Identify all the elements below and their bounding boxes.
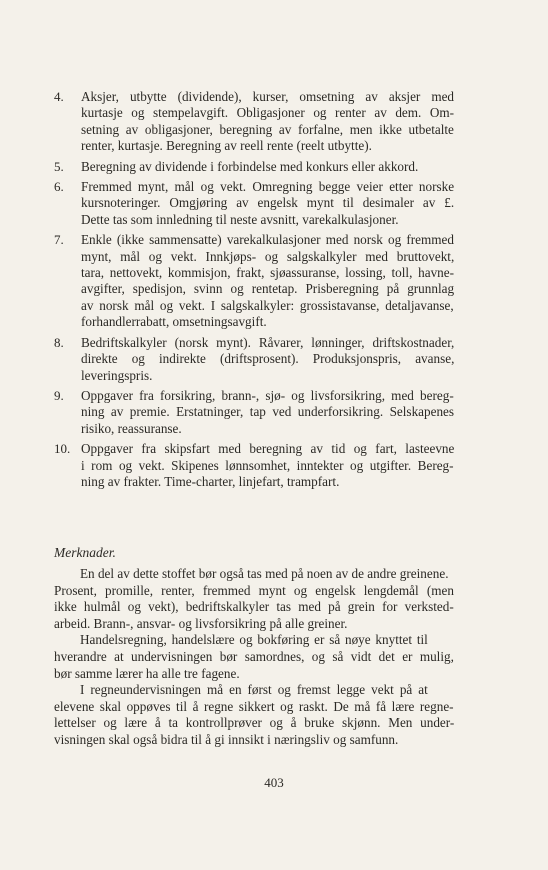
text-line: kurtasje og stempelavgift. Obligasjoner og renter av dem. Om- <box>81 105 455 121</box>
list-item-text <box>81 388 454 437</box>
list-item-number: 5. <box>54 158 64 174</box>
list-item-number: 7. <box>54 232 64 248</box>
list-item-number: 4. <box>54 89 64 104</box>
text-line: i rom og vekt. Skipenes lønnsomhet, inntekter og utgifter. Bereg- <box>81 457 454 473</box>
text-line: setning av obligasjoner, beregning av forfalne, men ikke utbetalte <box>81 121 454 137</box>
note-paragraph <box>54 632 454 682</box>
text-line: Aksjer, utbytte (dividende), kurser, omsetning av aksjer med <box>81 89 455 104</box>
list-item <box>54 388 454 437</box>
text-line: forhandlerrabatt, omsetningsavgift. <box>81 314 267 330</box>
text-line: bør samme lærer ha alle tre fagene. <box>54 665 240 681</box>
list-item <box>54 159 454 175</box>
text-line: kursnoteringer. Omgjøring av engelsk mynt til desimaler av £. <box>81 195 455 211</box>
text-line: elevene skal oppøves til å regne sikkert og raskt. De må få lære regne- <box>54 698 454 714</box>
list-item-text <box>81 441 454 490</box>
notes-section <box>54 566 454 749</box>
text-line: avgifter, spedisjon, svinn og rentetap. Prisberegning på grunnlag <box>81 281 455 297</box>
list-item-text <box>81 335 454 384</box>
list-item-number: 10. <box>54 441 71 457</box>
list-item-text <box>81 179 454 228</box>
text-line: Prosent, promille, renter, fremmed mynt og engelsk lengdemål (men <box>54 582 454 598</box>
text-line: ikke hulmål og vekt), bedriftskalkyler tas med på grein for verksted- <box>54 599 454 615</box>
text-line: ning av frakter. Time-charter, linjefart, trampfart. <box>81 473 340 489</box>
list-item-number: 6. <box>54 179 64 195</box>
text-line: Bedriftskalkyler (norsk mynt). Råvarer, lønninger, driftskostnader, <box>81 334 455 350</box>
text-line: Handelsregning, handelslære og bokføring er så nøye knyttet til <box>80 632 428 648</box>
text-line: En del av dette stoffet bør også tas med på noen av de andre greinene. <box>80 566 449 581</box>
text-line: Enkle (ikke sammensatte) varekalkulasjoner med norsk og fremmed <box>81 232 454 248</box>
list-item <box>54 89 454 155</box>
notes-heading: Merknader. <box>54 545 116 560</box>
note-paragraph <box>54 566 454 632</box>
note-paragraph <box>54 682 454 748</box>
text-line: Dette tas som innledning til neste avsnitt, varekalkulasjoner. <box>81 211 399 227</box>
text-line: Oppgaver fra skipsfart med beregning av tid og fart, lasteevne <box>81 441 455 457</box>
text-line: leveringspris. <box>81 367 153 383</box>
list-item <box>54 441 454 490</box>
text-line: mynt, mål og vekt. Innkjøps- og salgskalkyler med bruttovekt, <box>81 248 455 264</box>
text-line: visningen skal også bidra til å gi innsikt i næringsliv og samfunn. <box>54 731 399 747</box>
list-item-text <box>81 232 454 330</box>
list-item <box>54 335 454 384</box>
text-line: Fremmed mynt, mål og vekt. Omregning begge veier etter norske <box>81 179 455 195</box>
text-line: I regneundervisningen må en først og fremst legge vekt på at <box>80 682 428 698</box>
text-line: hverandre at undervisningen bør samordnes, og så vidt det er mulig, <box>54 648 454 664</box>
list-item-number: 8. <box>54 334 64 350</box>
text-line: ning av premie. Erstatninger, tap ved underforsikring. Selskapenes <box>81 404 455 420</box>
list-item-number: 9. <box>54 387 64 403</box>
list-item <box>54 179 454 228</box>
list-item-text <box>81 159 454 175</box>
text-line: arbeid. Brann-, ansvar- og livsforsikring på alle greiner. <box>54 615 348 631</box>
list-item <box>54 232 454 330</box>
text-line: Beregning av dividende i forbindelse med konkurs eller akkord. <box>81 158 419 174</box>
text-line: tara, nettovekt, kommisjon, frakt, sjøassuranse, lossing, toll, havne- <box>81 265 454 281</box>
text-line: risiko, reassuranse. <box>81 420 182 436</box>
list-item-text <box>81 89 454 155</box>
text-line: direkte og indirekte (driftsprosent). Produksjonspris, avanse, <box>81 351 455 367</box>
page-number: 403 <box>264 775 284 790</box>
text-line: av norsk mål og vekt. I salgskalkyler: grossistavanse, detaljavanse, <box>81 297 454 313</box>
text-line: Oppgaver fra forsikring, brann-, sjø- og livsforsikring, med bereg- <box>81 387 454 403</box>
text-line: lettelser og lære å ta kontrollprøver og å bruke skjønn. Men under- <box>54 715 455 731</box>
text-line: renter, kurtasje. Beregning av reell rente (reelt utbytte). <box>81 138 372 154</box>
numbered-list <box>54 89 454 494</box>
